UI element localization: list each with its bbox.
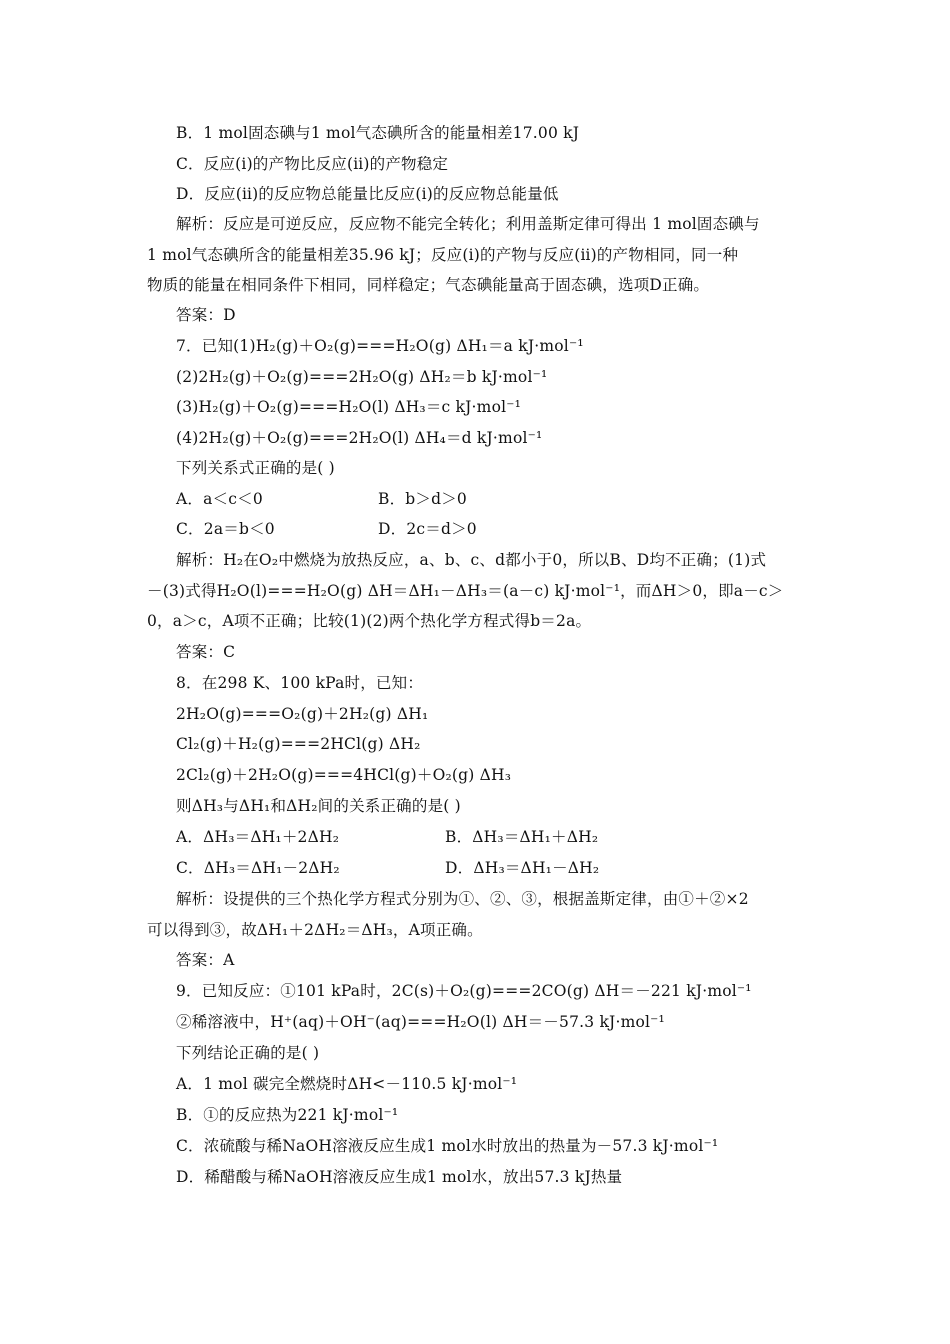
q6-answer: 答案：D <box>176 306 236 324</box>
q9-option-a: A．1 mol 碳完全燃烧时ΔH<－110.5 kJ·mol⁻¹ <box>176 1075 518 1093</box>
q7-answer: 答案：C <box>176 643 236 661</box>
q8-answer: 答案：A <box>176 951 235 969</box>
q8-option-b: B．ΔH₃＝ΔH₁＋ΔH₂ <box>445 828 599 846</box>
q9-option-d: D．稀醋酸与稀NaOH溶液反应生成1 mol水，放出57.3 kJ热量 <box>176 1168 623 1186</box>
q7-stem-2: (2)2H₂(g)＋O₂(g)===2H₂O(g) ΔH₂＝b kJ·mol⁻¹ <box>176 368 548 386</box>
q7-option-c: C．2a＝b＜0 <box>176 520 275 538</box>
q9-option-b: B．①的反应热为221 kJ·mol⁻¹ <box>176 1106 399 1124</box>
q8-stem-1: 8．在298 K、100 kPa时，已知： <box>176 674 424 692</box>
q9-option-c: C．浓硫酸与稀NaOH溶液反应生成1 mol水时放出的热量为－57.3 kJ·mol⁻¹ <box>176 1137 719 1155</box>
q6-option-b: B．1 mol固态碘与1 mol气态碘所含的能量相差17.00 kJ <box>176 124 580 142</box>
q8-option-d: D．ΔH₃＝ΔH₁－ΔH₂ <box>445 859 600 877</box>
q8-option-a: A．ΔH₃＝ΔH₁＋2ΔH₂ <box>176 828 340 846</box>
q7-question: 下列关系式正确的是( ) <box>176 459 335 477</box>
q7-stem-3: (3)H₂(g)＋O₂(g)===H₂O(l) ΔH₃＝c kJ·mol⁻¹ <box>176 398 522 416</box>
q8-explanation-2: 可以得到③，故ΔH₁＋2ΔH₂＝ΔH₃，A项正确。 <box>147 921 483 939</box>
q8-option-c: C．ΔH₃＝ΔH₁－2ΔH₂ <box>176 859 340 877</box>
q6-explanation-2: 1 mol气态碘所含的能量相差35.96 kJ；反应(ⅰ)的产物与反应(ⅱ)的产物相同，同一种 <box>147 246 739 264</box>
q7-stem-1: 7．已知(1)H₂(g)＋O₂(g)===H₂O(g) ΔH₁＝a kJ·mol⁻¹ <box>176 337 584 355</box>
q8-stem-3: Cl₂(g)＋H₂(g)===2HCl(g) ΔH₂ <box>176 735 421 753</box>
q8-stem-2: 2H₂O(g)===O₂(g)＋2H₂(g) ΔH₁ <box>176 705 429 723</box>
q7-explanation-1: 解析：H₂在O₂中燃烧为放热反应，a、b、c、d都小于0，所以B、D均不正确；(1)式 <box>176 551 767 569</box>
q7-explanation-3: 0，a＞c，A项不正确；比较(1)(2)两个热化学方程式得b＝2a。 <box>147 612 592 630</box>
q7-option-b: B．b＞d＞0 <box>378 490 467 508</box>
q8-explanation-1: 解析：设提供的三个热化学方程式分别为①、②、③，根据盖斯定律，由①＋②×2 <box>176 890 749 908</box>
q8-stem-4: 2Cl₂(g)＋2H₂O(g)===4HCl(g)＋O₂(g) ΔH₃ <box>176 766 512 784</box>
q6-explanation-1: 解析：反应是可逆反应，反应物不能完全转化；利用盖斯定律可得出 1 mol固态碘与 <box>176 215 760 233</box>
q9-question: 下列结论正确的是( ) <box>176 1044 320 1062</box>
q8-question: 则ΔH₃与ΔH₁和ΔH₂间的关系正确的是( ) <box>176 797 461 815</box>
q6-option-c: C．反应(ⅰ)的产物比反应(ⅱ)的产物稳定 <box>176 155 449 173</box>
q7-explanation-2: －(3)式得H₂O(l)===H₂O(g) ΔH＝ΔH₁－ΔH₃＝(a－c) kJ·mol⁻¹，而ΔH＞0，即a－c＞ <box>147 582 784 600</box>
q7-option-d: D．2c＝d＞0 <box>378 520 477 538</box>
q9-stem-2: ②稀溶液中，H⁺(aq)＋OH⁻(aq)===H₂O(l) ΔH＝－57.3 kJ·mol⁻¹ <box>176 1013 665 1031</box>
q9-stem-1: 9．已知反应：①101 kPa时，2C(s)＋O₂(g)===2CO(g) ΔH＝－221 kJ·mol⁻¹ <box>176 982 752 1000</box>
q6-explanation-3: 物质的能量在相同条件下相同，同样稳定；气态碘能量高于固态碘，选项D正确。 <box>147 276 710 294</box>
q7-stem-4: (4)2H₂(g)＋O₂(g)===2H₂O(l) ΔH₄＝d kJ·mol⁻¹ <box>176 429 543 447</box>
q6-option-d: D．反应(ⅱ)的反应物总能量比反应(ⅰ)的反应物总能量低 <box>176 185 559 203</box>
q7-option-a: A．a＜c＜0 <box>176 490 263 508</box>
